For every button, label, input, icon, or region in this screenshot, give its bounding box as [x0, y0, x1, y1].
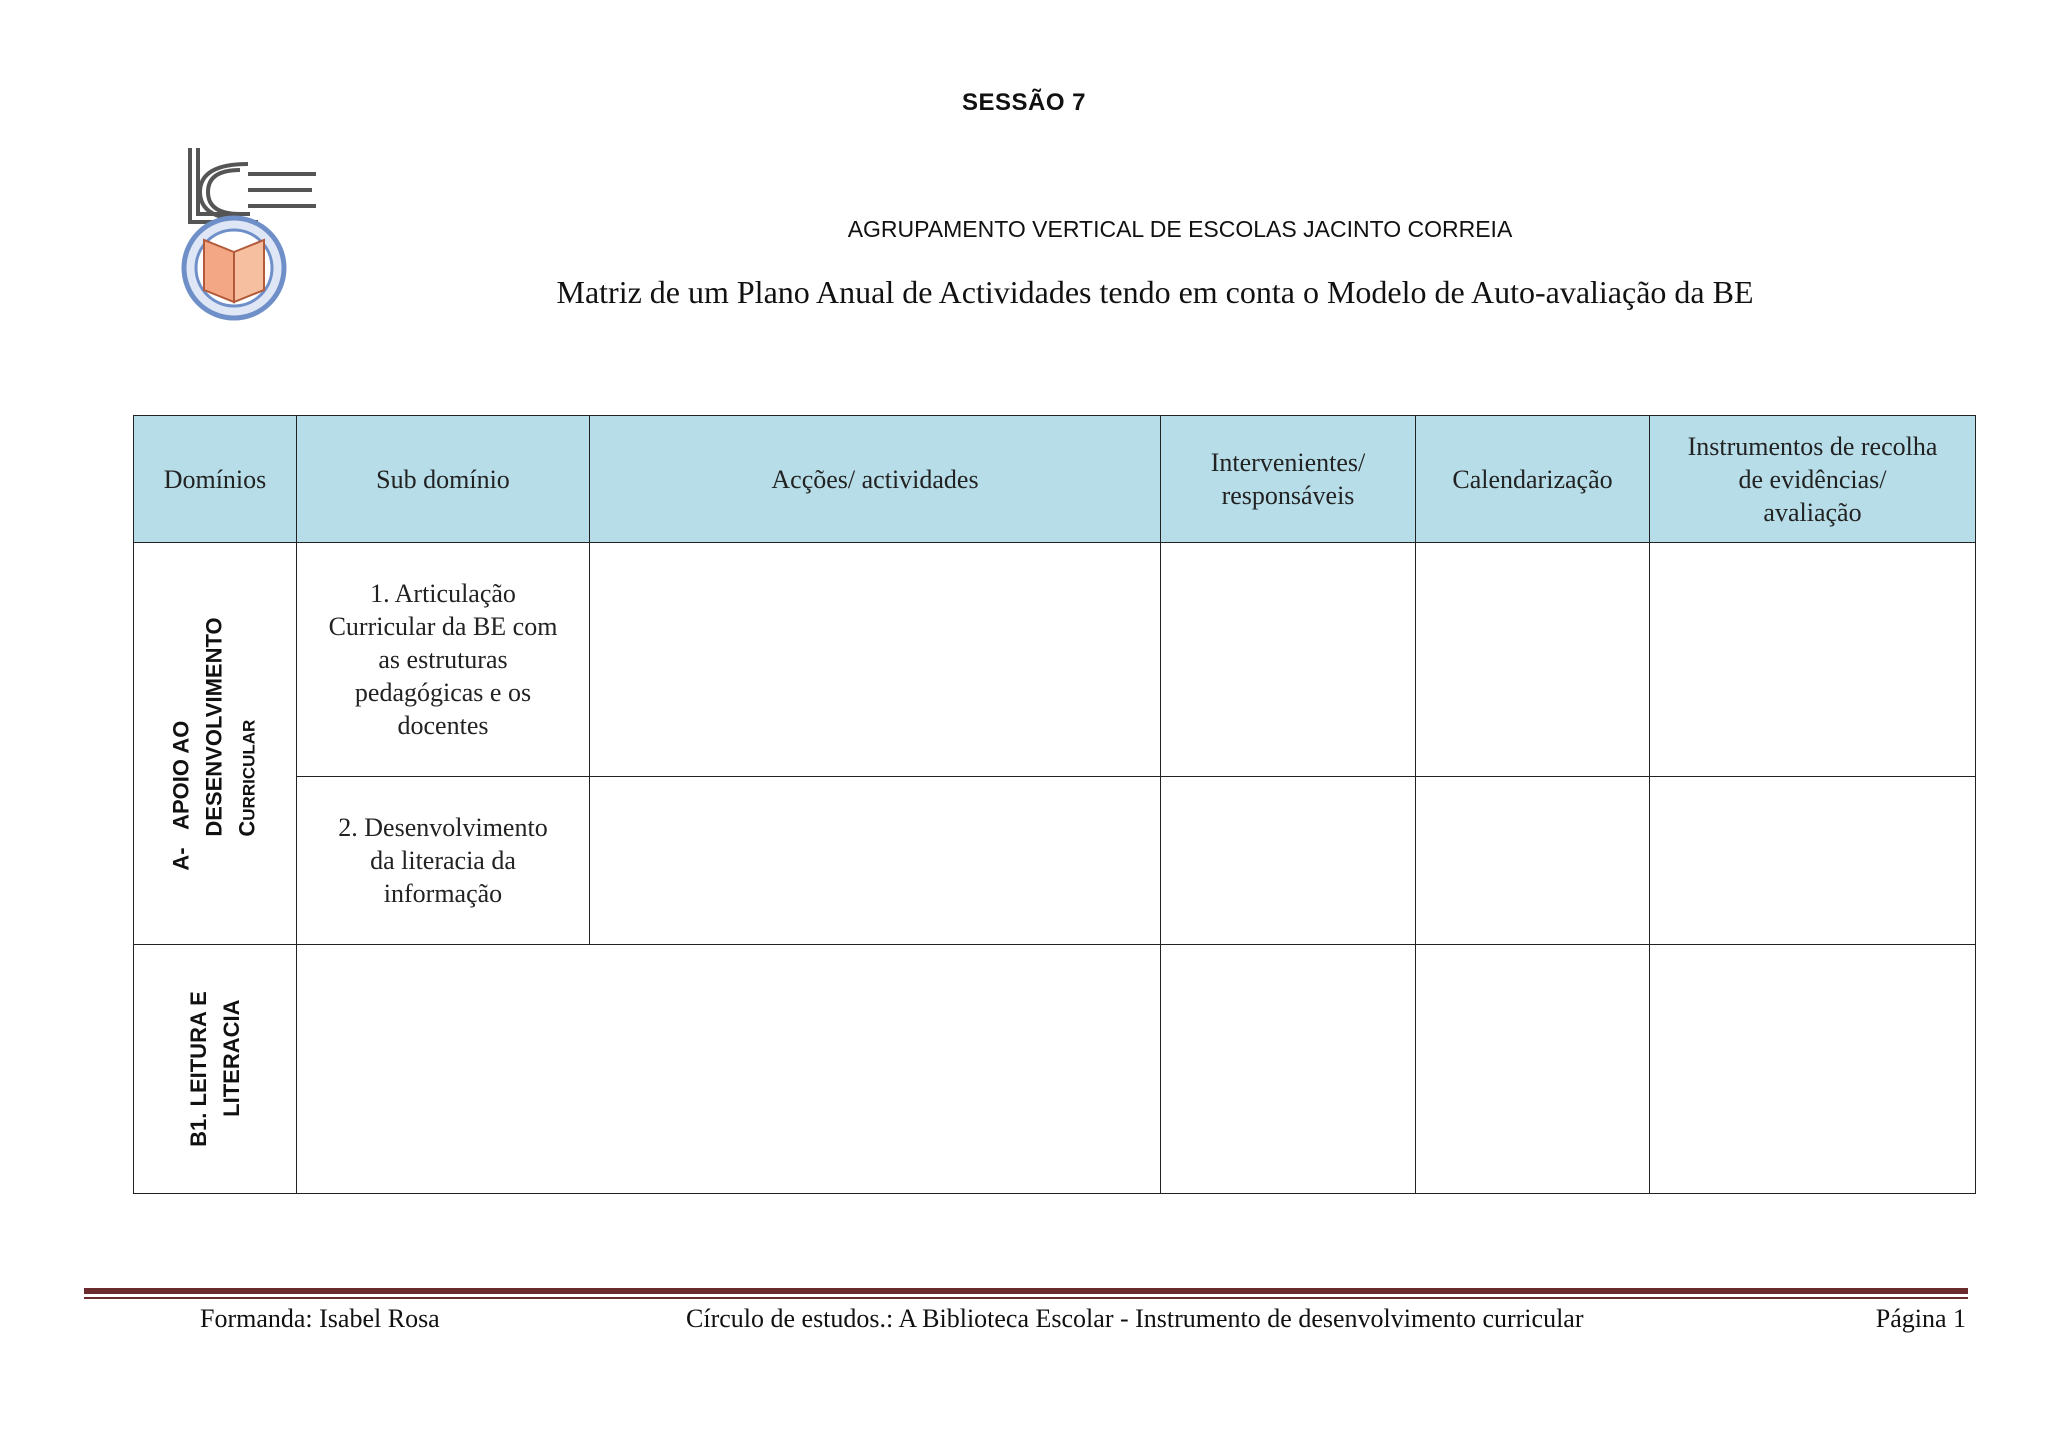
accoes-cell-2[interactable]	[590, 777, 1161, 945]
session-label: SESSÃO 7	[961, 89, 1087, 116]
table-header-row	[134, 416, 1976, 543]
instrumentos-cell-3[interactable]	[1650, 945, 1976, 1194]
domain-a-label: A- APOIO AO DESENVOLVIMENTO CURRICULAR	[168, 616, 260, 871]
header-intervenientes: Intervenientes/ responsáveis	[1161, 416, 1416, 543]
footer-page-number: Página 1	[1875, 1304, 1966, 1333]
domain-b-label: B1. LEITURA E LITERACIA	[186, 991, 244, 1147]
domain-a-cell	[134, 543, 297, 945]
table-row	[134, 777, 1976, 945]
calendarizacao-cell-1[interactable]	[1416, 543, 1650, 777]
domain-b-activities-cell[interactable]	[297, 945, 1161, 1194]
header-dominios: Domínios	[134, 416, 297, 543]
footer-course: Círculo de estudos.: A Biblioteca Escolar - Instrumento de desenvolvimento curricular	[686, 1304, 1584, 1333]
header-accoes: Acções/ actividades	[590, 416, 1161, 543]
school-name: AGRUPAMENTO VERTICAL DE ESCOLAS JACINTO CORREIA	[847, 216, 1513, 242]
accoes-cell-1[interactable]	[590, 543, 1161, 777]
calendarizacao-cell-2[interactable]	[1416, 777, 1650, 945]
school-logo	[178, 140, 328, 330]
activities-matrix-table	[133, 415, 1976, 1194]
footer-rule-thick	[84, 1288, 1968, 1294]
subdomain-cell-2: 2. Desenvolvimento da literacia da informação	[297, 777, 590, 945]
intervenientes-cell-1[interactable]	[1161, 543, 1416, 777]
header-subdominio: Sub domínio	[297, 416, 590, 543]
document-title: Matriz de um Plano Anual de Actividades tendo em conta o Modelo de Auto-avaliação da BE	[556, 274, 1754, 310]
intervenientes-cell-2[interactable]	[1161, 777, 1416, 945]
header-calendarizacao: Calendarização	[1416, 416, 1650, 543]
calendarizacao-cell-3[interactable]	[1416, 945, 1650, 1194]
domain-b-cell	[134, 945, 297, 1194]
intervenientes-cell-3[interactable]	[1161, 945, 1416, 1194]
table-row	[134, 543, 1976, 777]
table-row	[134, 945, 1976, 1194]
instrumentos-cell-2[interactable]	[1650, 777, 1976, 945]
footer-author: Formanda: Isabel Rosa	[200, 1304, 440, 1333]
instrumentos-cell-1[interactable]	[1650, 543, 1976, 777]
subdomain-cell-1: 1. Articulação Curricular da BE com as estruturas pedagógicas e os docentes	[297, 543, 590, 777]
header-instrumentos: Instrumentos de recolha de evidências/ avaliação	[1650, 416, 1976, 543]
footer-rule-thin	[84, 1297, 1968, 1299]
